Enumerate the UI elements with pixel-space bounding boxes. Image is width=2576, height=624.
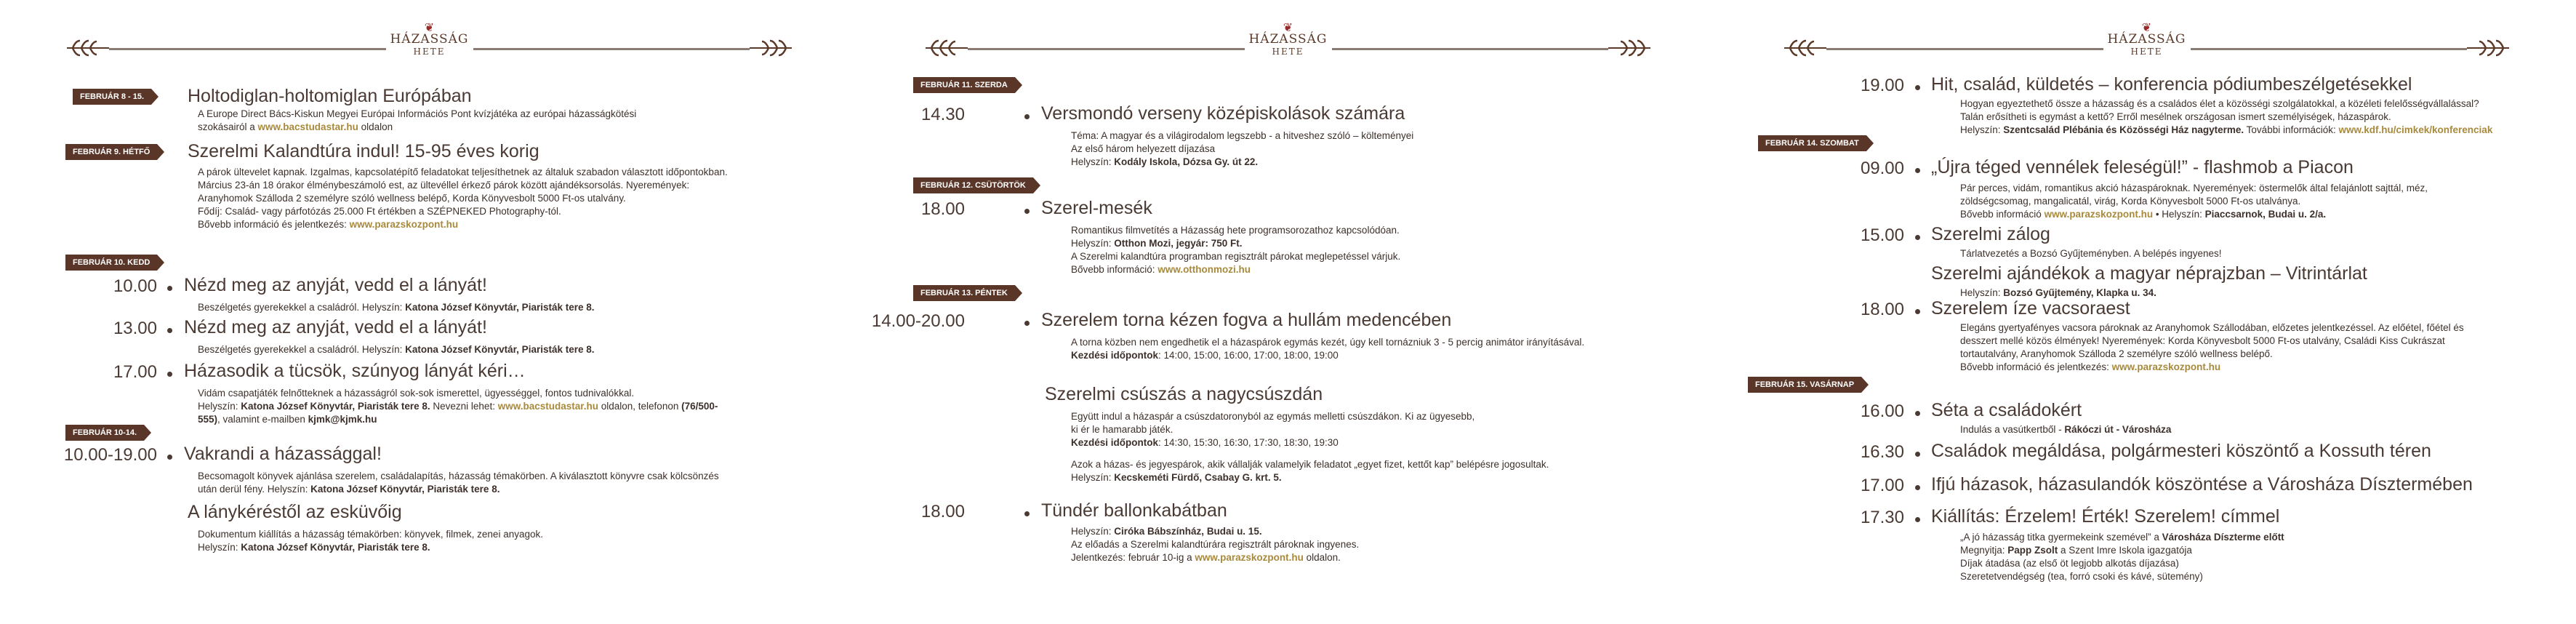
header-rule-right <box>2191 48 2468 50</box>
website-link[interactable]: www.otthonmozi.hu <box>1157 264 1251 275</box>
bullet <box>1024 209 1030 214</box>
website-link[interactable]: www.parazskozpont.hu <box>2044 209 2154 220</box>
desc-line: Március 23-án 18 órakor élménybeszámoló est, az ültevéllel érkező párok között ajándéksorsolás. Nyeremények: <box>198 180 690 191</box>
event-title: Szerelem torna kézen fogva a hullám medencében <box>1041 310 1452 330</box>
desc-text: Bővebb információ és jelentkezés: <box>198 219 350 230</box>
event-title: Szerelmi zálog <box>1931 224 2050 244</box>
event-description <box>198 301 595 314</box>
header-rule-right <box>1332 48 1609 50</box>
desc-line: Dokumentum kiállítás a házasság témakörben: könyvek, filmek, zenei anyagok. <box>198 529 543 540</box>
desc-line: ki ér le hamarabb játék. <box>1071 424 1173 435</box>
desc-text: Beszélgetés gyerekekkel a családról. Helyszín: <box>198 344 406 355</box>
event-description <box>1071 129 1413 169</box>
desc-text: Helyszín: <box>1960 287 2004 298</box>
header <box>1783 20 2511 71</box>
event-time: 09.00 <box>1860 159 1904 178</box>
event-description <box>1071 410 1549 484</box>
phone: (76/500- <box>681 401 718 412</box>
desc-line: Fődíj: Család- vagy párfotózás 25.000 Ft értékben a SZÉPNEKED Photography-tól. <box>198 206 561 217</box>
venue: Katona József Könyvtár, Piaristák tere 8. <box>241 401 430 412</box>
event-description <box>1960 182 2428 221</box>
page-column-3 <box>1717 0 2576 624</box>
desc-text: Bővebb információ és jelentkezés: <box>1960 361 2112 372</box>
desc-line: Romantikus filmvetítés a Házasság hete programsorozathoz kapcsolódóan. <box>1071 225 1400 236</box>
event-description <box>198 387 823 426</box>
event-title: Tündér ballonkabátban <box>1041 500 1227 521</box>
event-time: 18.00 <box>920 199 965 219</box>
event-title: A lánykéréstől az esküvőig <box>188 502 402 522</box>
desc-text: Megnyitja: <box>1960 545 2008 556</box>
event-time: 19.00 <box>1860 76 1904 95</box>
desc-text: Jelentkezés: február 10-ig a <box>1071 552 1195 563</box>
hazassag-hete-logo <box>1248 20 1328 71</box>
desc-text: oldalon <box>358 121 393 132</box>
website-link[interactable]: www.bacstudastar.hu <box>497 401 598 412</box>
event-time: 18.00 <box>1860 300 1904 319</box>
logo-line2: HETE <box>1272 47 1304 57</box>
bullet <box>167 328 172 333</box>
desc-text: Helyszín: <box>1071 156 1115 167</box>
bullet <box>1915 517 1920 522</box>
event-description <box>1960 97 2492 137</box>
event-description <box>1960 423 2171 436</box>
desc-text: További információk: <box>2244 124 2339 135</box>
desc-text: oldalon. <box>1303 552 1341 563</box>
logo-line1: HÁZASSÁG <box>2107 32 2186 47</box>
desc-line: desszert mellé közös élmények! Nyeremények: Korda Könyvesbolt 5000 Ft-os utalvány, Családi Kiss Cukrászat <box>1960 335 2445 346</box>
venue: Katona József Könyvtár, Piaristák tere 8. <box>405 344 595 355</box>
event-title: Nézd meg az anyját, vedd el a lányát! <box>184 275 487 295</box>
desc-line: Hogyan egyeztethető össze a házasság és a családos élet a közösségi szolgálatokkal, a közéleti felelősségvállalással? <box>1960 98 2479 109</box>
laurel-sprig-left-icon <box>65 36 111 60</box>
desc-text: Helyszín: <box>1071 526 1115 537</box>
desc-line <box>198 121 636 134</box>
venue: Katona József Könyvtár, Piaristák tere 8. <box>310 484 500 495</box>
desc-line: Tárlatvezetés a Bozsó Gyűjteményben. A belépés ingyenes! <box>1960 248 2222 259</box>
hearts-icon: ❦ <box>1283 22 1293 34</box>
event-title: Vakrandi a házassággal! <box>184 444 382 464</box>
event-time: 10.00 <box>113 276 157 296</box>
event-time: 15.00 <box>1860 225 1904 245</box>
bullet <box>1915 85 1920 90</box>
hearts-icon: ❦ <box>2141 22 2152 34</box>
desc-text: Bővebb információ <box>1960 209 2045 220</box>
event-description <box>1071 224 1400 276</box>
desc-line <box>198 413 823 426</box>
event-time: 14.30 <box>920 105 965 124</box>
event-description <box>1071 336 1584 362</box>
desc-line <box>198 218 728 231</box>
event-time: 16.00 <box>1860 401 1904 421</box>
bullet <box>1915 452 1920 457</box>
bullet <box>1915 168 1920 173</box>
hazassag-hete-logo <box>390 20 470 71</box>
desc-text: oldalon, telefonon <box>598 401 682 412</box>
desc-text: , valamint e-mailben <box>217 414 308 425</box>
event-description <box>198 166 728 231</box>
desc-line: Aranyhomok Szálloda 2 személyre szóló wellness belépő, Korda Könyvesbolt 5000 Ft-os utalvány. <box>198 193 626 204</box>
event-time: 17.00 <box>1860 476 1904 495</box>
header-rule-left <box>1826 48 2103 50</box>
website-link[interactable]: www.kdf.hu/cimkek/konferenciak <box>2338 124 2493 135</box>
desc-text: „A jó házasság titka gyermekeink szemével” a <box>1960 532 2162 543</box>
logo-line2: HETE <box>413 47 446 57</box>
desc-line: Az első három helyezett díjazása <box>1071 143 1216 154</box>
venue: Ciróka Bábszínház, Budai u. 15. <box>1114 526 1262 537</box>
event-description <box>1960 247 2221 260</box>
desc-text: Helyszín: <box>198 542 241 553</box>
desc-line: Azok a házas- és jegyespárok, akik vállalják valamelyik feladatot „egyet fizet, kettőt kap” belépésre jogosultak. <box>1071 459 1549 470</box>
website-link[interactable]: www.parazskozpont.hu <box>1195 552 1304 563</box>
desc-line: A Europe Direct Bács-Kiskun Megyei Európai Információs Pont kvízjátéka az európai házasságkötési <box>198 108 637 119</box>
header-rule-right <box>473 48 750 50</box>
desc-line <box>1960 124 2492 137</box>
venue: Katona József Könyvtár, Piaristák tere 8. <box>241 542 430 553</box>
phone: 555) <box>198 414 218 425</box>
date-banner: FEBRUÁR 10. KEDD <box>65 255 157 271</box>
desc-line: A torna közben nem engedhetik el a házaspárok egymás kezét, úgy kell tornázniuk 3 - 5 percig animátor irányításával. <box>1071 337 1585 348</box>
desc-line: Együtt indul a házaspár a csúszdatoronyból az egymás melletti csúszdákon. Ki az ügyesebb, <box>1071 411 1475 422</box>
desc-text: Indulás a vasútkertből - <box>1960 424 2065 435</box>
event-title: Séta a családokért <box>1931 400 2082 420</box>
desc-text: Helyszín: <box>1071 472 1115 483</box>
website-link[interactable]: www.bacstudastar.hu <box>257 121 358 132</box>
event-description <box>198 108 636 134</box>
desc-line: A Szerelmi kalandtúra programban regisztrált párokat meglepetéssel várjuk. <box>1071 251 1401 262</box>
desc-text: szokásairól a <box>198 121 258 132</box>
desc-line <box>198 541 543 554</box>
desc-line: Becsomagolt könyvek ajánlása szerelem, családalapítás, házasság témakörben. A kiválasztott könyvre csak kölcsönzés <box>198 471 719 481</box>
desc-text: Helyszín: <box>198 401 241 412</box>
desc-line <box>1960 544 2284 557</box>
bullet <box>1915 485 1920 490</box>
event-description <box>1960 321 2464 374</box>
venue: Városháza Díszterme előtt <box>2162 532 2284 543</box>
event-title: Szerelem íze vacsoraest <box>1931 298 2130 319</box>
desc-line <box>1071 349 1584 362</box>
date-banner: FEBRUÁR 10-14. <box>65 425 144 441</box>
bullet <box>1915 235 1920 240</box>
venue: Kecskeméti Fürdő, Csabay G. krt. 5. <box>1114 472 1282 483</box>
event-title: Szerelmi ajándékok a magyar néprajzban – Vitrintárlat <box>1931 263 2367 284</box>
event-title: Szerel-mesék <box>1041 198 1152 218</box>
website-link[interactable]: www.parazskozpont.hu <box>349 219 459 230</box>
desc-line: Díjak átadása (az első öt legjobb alkotás díjazása) <box>1960 558 2179 569</box>
laurel-sprig-right-icon <box>748 36 793 60</box>
desc-line: Elegáns gyertyafényes vacsora pároknak az Aranyhomok Szállodában, előzetes jelentkezéssel. Az előétel, főétel és <box>1960 322 2464 333</box>
event-title: Nézd meg az anyját, vedd el a lányát! <box>184 317 487 337</box>
event-time: 16.30 <box>1860 442 1904 462</box>
desc-text: Beszélgetés gyerekekkel a családról. Helyszín: <box>198 302 406 313</box>
desc-text: a Szent Imre Iskola igazgatója <box>2058 545 2192 556</box>
desc-text: Helyszín: <box>1071 238 1115 249</box>
desc-line: Talán erősítheti is egymást a kettő? Erről mesélnek országosan ismert személyiségek, házaspárok. <box>1960 111 2391 122</box>
hearts-icon: ❦ <box>424 22 435 34</box>
event-title: Szerelmi Kalandtúra indul! 15-95 éves korig <box>188 141 539 161</box>
event-time: 13.00 <box>113 319 157 338</box>
laurel-sprig-right-icon <box>1607 36 1652 60</box>
desc-line: Téma: A magyar és a világirodalom legszebb - a hitveshez szóló – költeményei <box>1071 130 1414 141</box>
bullet <box>1915 411 1920 416</box>
desc-line <box>1071 436 1549 449</box>
email-link[interactable]: kjmk@kjmk.hu <box>308 414 377 425</box>
desc-text: Bővebb információ: <box>1071 264 1158 275</box>
desc-line <box>198 301 595 314</box>
event-title: Szerelmi csúszás a nagycsúszdán <box>1045 384 1323 404</box>
date-banner: FEBRUÁR 14. SZOMBAT <box>1758 135 1866 151</box>
person-name: Papp Zsolt <box>2007 545 2058 556</box>
event-title: Holtodiglan-holtomiglan Európában <box>188 86 472 106</box>
date-banner: FEBRUÁR 9. HÉTFŐ <box>65 144 157 160</box>
desc-text: • Helyszín: <box>2153 209 2205 220</box>
event-title: Családok megáldása, polgármesteri köszöntő a Kossuth téren <box>1931 441 2431 461</box>
event-description <box>198 343 595 356</box>
desc-line: tortautalvány, Aranyhomok Szálloda 2 személyre szóló wellness belépő. <box>1960 348 2273 359</box>
desc-line <box>1960 423 2171 436</box>
venue: Piaccsarnok, Budai u. 2/a. <box>2204 209 2327 220</box>
bullet <box>1915 309 1920 314</box>
venue: Kodály Iskola, Dózsa Gy. út 22. <box>1114 156 1259 167</box>
event-time: 10.00-19.00 <box>63 445 157 465</box>
logo-line1: HÁZASSÁG <box>1248 32 1328 47</box>
event-title: Hit, család, küldetés – konferencia pódiumbeszélgetésekkel <box>1931 74 2412 95</box>
bullet <box>1024 114 1030 119</box>
date-banner: FEBRUÁR 15. VASÁRNAP <box>1748 377 1861 393</box>
event-description <box>198 470 719 496</box>
desc-line: Vidám csapatjáték felnőtteknek a házasságról sok-sok ismerettel, ügyességgel, fontos tudnivalókkal. <box>198 388 635 399</box>
laurel-sprig-right-icon <box>2465 36 2511 60</box>
bullet <box>1024 511 1030 516</box>
desc-line <box>1071 156 1413 169</box>
event-time: 17.30 <box>1860 508 1904 527</box>
page-column-1 <box>0 0 859 624</box>
page-column-2 <box>859 0 1717 624</box>
desc-text: után derül fény. Helyszín: <box>198 484 311 495</box>
desc-line: Szeretetvendégség (tea, forró csoki és kávé, sütemény) <box>1960 571 2203 582</box>
desc-line <box>198 483 719 496</box>
header-rule-left <box>109 48 386 50</box>
desc-text: Nevezni lehet: <box>430 401 498 412</box>
event-title: Versmondó verseny középiskolások számára <box>1041 103 1405 124</box>
desc-line <box>1960 208 2428 221</box>
event-time: 14.00-20.00 <box>871 311 965 331</box>
venue: Bozsó Gyűjtemény, Klapka u. 34. <box>2003 287 2156 298</box>
desc-line <box>1071 525 1359 538</box>
date-banner: FEBRUÁR 8 - 15. <box>73 89 151 105</box>
desc-line <box>1960 531 2284 544</box>
desc-line: zöldségcsomag, mangalicatál, virág, Korda Könyvesbolt 5000 Ft-os utalványa. <box>1960 196 2301 207</box>
desc-line: Pár perces, vidám, romantikus akció házaspároknak. Nyeremények: östermelők által felajánlott sajttál, méz, <box>1960 183 2428 193</box>
desc-text: Helyszín: <box>1960 124 2004 135</box>
desc-line <box>1071 263 1400 276</box>
logo-line1: HÁZASSÁG <box>390 32 469 47</box>
desc-line: A párok ültevelet kapnak. Izgalmas, kapcsolatépítő feladatokat teljesíthetnek az általuk szabadon választott időpontokban. <box>198 167 728 177</box>
event-title: „Újra téged vennélek feleségül!” - flashmob a Piacon <box>1931 157 2354 177</box>
event-title: Ifjú házasok, házasulandók köszöntése a Városháza Dísztermében <box>1931 474 2473 495</box>
desc-line <box>1071 237 1400 250</box>
venue: Szentcsalád Plébánia és Közösségi Ház nagyterme. <box>2003 124 2244 135</box>
date-banner: FEBRUÁR 13. PÉNTEK <box>913 285 1015 301</box>
desc-text: : 14:30, 15:30, 16:30, 17:30, 18:30, 19:30 <box>1158 437 1339 448</box>
start-times-label: Kezdési időpontok <box>1071 350 1159 361</box>
venue: Katona József Könyvtár, Piaristák tere 8. <box>405 302 595 313</box>
header <box>65 20 793 71</box>
desc-line <box>1071 471 1549 484</box>
event-description <box>1960 531 2284 583</box>
header <box>924 20 1652 71</box>
bullet <box>167 455 172 460</box>
event-time: 17.00 <box>113 362 157 382</box>
event-time: 18.00 <box>920 502 965 521</box>
desc-line: Az előadás a Szerelmi kalandtúrára regisztrált pároknak ingyenes. <box>1071 539 1360 550</box>
event-title: Házasodik a tücsök, szúnyog lányát kéri… <box>184 361 526 381</box>
event-title: Kiállítás: Érzelem! Érték! Szerelem! címmel <box>1931 506 2280 527</box>
event-description <box>198 528 543 554</box>
bullet <box>167 372 172 377</box>
date-banner: FEBRUÁR 12. CSÜTÖRTÖK <box>913 177 1033 193</box>
date-banner: FEBRUÁR 11. SZERDA <box>913 77 1015 93</box>
desc-line <box>198 343 595 356</box>
venue: Otthon Mozi, jegyár: 750 Ft. <box>1114 238 1243 249</box>
bullet <box>1024 321 1030 326</box>
desc-line <box>1960 361 2464 374</box>
website-link[interactable]: www.parazskozpont.hu <box>2111 361 2221 372</box>
venue: Rákóczi út - Városháza <box>2064 424 2172 435</box>
laurel-sprig-left-icon <box>1783 36 1828 60</box>
start-times-label: Kezdési időpontok <box>1071 437 1159 448</box>
bullet <box>167 286 172 291</box>
event-description <box>1071 525 1359 564</box>
desc-text: : 14:00, 15:00, 16:00, 17:00, 18:00, 19:00 <box>1158 350 1339 361</box>
header-rule-left <box>968 48 1245 50</box>
laurel-sprig-left-icon <box>924 36 969 60</box>
desc-line <box>198 400 823 413</box>
logo-line2: HETE <box>2130 47 2163 57</box>
hazassag-hete-logo <box>2107 20 2187 71</box>
desc-line <box>1071 551 1359 564</box>
